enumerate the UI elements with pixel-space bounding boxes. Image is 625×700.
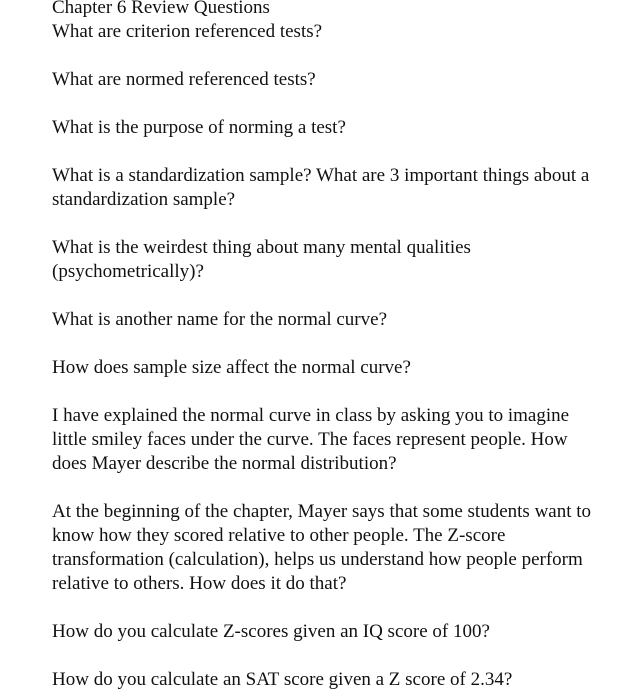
document-heading: Chapter 6 Review Questions [52,0,270,18]
question-6: What is another name for the normal curve? [52,309,387,330]
question-2: What are normed referenced tests? [52,69,316,90]
question-5: What is the weirdest thing about many mental qualities (psychometrically)? [52,237,471,282]
question-8: I have explained the normal curve in class by asking you to imagine little smiley faces under the curve. The faces represent people. How does Mayer describe the normal distribution? [52,405,570,474]
question-1: What are criterion referenced tests? [52,21,323,42]
question-3: What is the purpose of norming a test? [52,117,346,138]
document-page [52,0,597,692]
question-4: What is a standardization sample? What are 3 important things about a standardization sample? [52,165,590,210]
question-11: How do you calculate an SAT score given a Z score of 2.34? [52,669,513,690]
question-9: At the beginning of the chapter, Mayer says that some students want to know how they scored relative to other people. The Z-score transformation (calculation), helps us understand how people perform relative to others. How does it do that? [52,501,592,594]
question-7: How does sample size affect the normal curve? [52,357,411,378]
question-10: How do you calculate Z-scores given an IQ score of 100? [52,621,490,642]
